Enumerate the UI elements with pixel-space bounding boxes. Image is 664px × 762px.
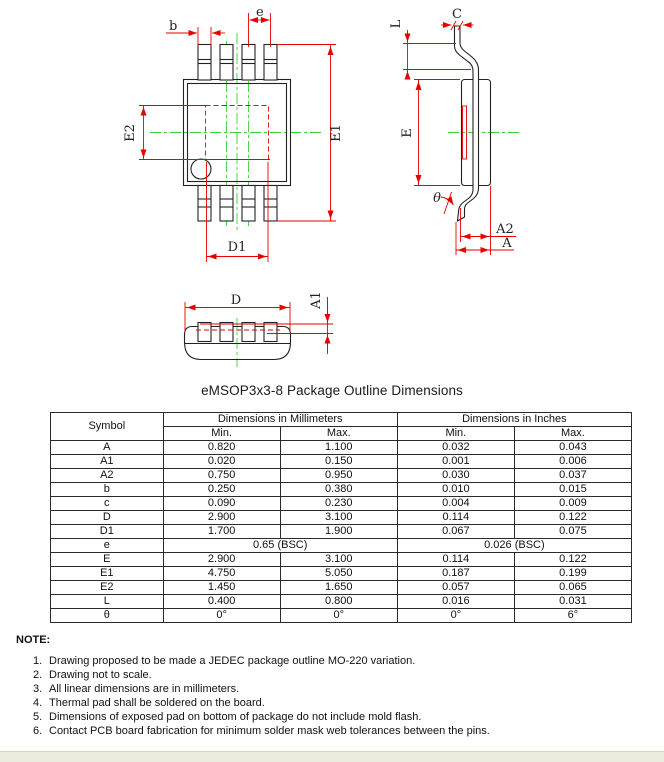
cell-in-min: 0.114: [397, 511, 514, 525]
note-item: [16, 725, 652, 737]
cell-in-min: 0.032: [397, 441, 514, 455]
header-mm-min: Min.: [163, 427, 280, 441]
dim-label-E1: E1: [329, 124, 344, 142]
cell-mm-max: 3.100: [280, 511, 397, 525]
window-bottom-edge: [0, 751, 664, 762]
cell-symbol: c: [51, 497, 164, 511]
cell-symbol: A1: [51, 455, 164, 469]
header-mm-max: Max.: [280, 427, 397, 441]
note-number: 6.: [33, 725, 43, 737]
table-row: [51, 567, 632, 581]
cell-in-bsc: 0.026 (BSC): [397, 539, 631, 553]
cell-mm-min: 0.750: [163, 469, 280, 483]
table-row: [51, 595, 632, 609]
cell-mm-max: 1.900: [280, 525, 397, 539]
cell-mm-max: 3.100: [280, 553, 397, 567]
note-item: [16, 655, 652, 667]
side-view: [389, 7, 522, 255]
cell-mm-min: 2.900: [163, 553, 280, 567]
note-text: Drawing not to scale.: [49, 669, 152, 681]
page-title: eMSOP3x3-8 Package Outline Dimensions: [201, 383, 463, 398]
cell-in-max: 0.015: [514, 483, 631, 497]
note-item: [16, 697, 652, 709]
cell-mm-max: 5.050: [280, 567, 397, 581]
dim-label-e: e: [256, 5, 264, 20]
cell-symbol: E: [51, 553, 164, 567]
dim-label-A: A: [502, 236, 512, 251]
cell-in-min: 0°: [397, 609, 514, 623]
cell-in-max: 0.065: [514, 581, 631, 595]
cell-symbol: E1: [51, 567, 164, 581]
cell-symbol: e: [51, 539, 164, 553]
dim-label-theta: θ: [433, 191, 441, 206]
note-text: Contact PCB board fabrication for minimum solder mask web tolerances between the pins.: [49, 725, 490, 737]
front-pins: [198, 323, 277, 342]
dim-label-A1: A1: [309, 291, 324, 309]
cell-mm-min: 0.820: [163, 441, 280, 455]
note-item: [16, 683, 652, 695]
cell-in-min: 0.001: [397, 455, 514, 469]
cell-in-max: 0.031: [514, 595, 631, 609]
cell-in-max: 0.037: [514, 469, 631, 483]
note-text: Thermal pad shall be soldered on the board.: [49, 697, 265, 709]
cell-mm-min: 0.090: [163, 497, 280, 511]
header-in-min: Min.: [397, 427, 514, 441]
note-number: 4.: [33, 697, 43, 709]
cell-mm-min: 1.450: [163, 581, 280, 595]
note-item: [16, 669, 652, 681]
header-inch-group: Dimensions in Inches: [397, 413, 631, 427]
cell-in-max: 0.043: [514, 441, 631, 455]
cell-mm-max: 0.230: [280, 497, 397, 511]
cell-symbol: A: [51, 441, 164, 455]
note-item: [16, 711, 652, 723]
cell-in-min: 0.067: [397, 525, 514, 539]
table-row: [51, 525, 632, 539]
cell-mm-max: 1.100: [280, 441, 397, 455]
cell-symbol: b: [51, 483, 164, 497]
table-row: [51, 609, 632, 623]
note-text: Dimensions of exposed pad on bottom of package do not include mold flash.: [49, 711, 422, 723]
cell-mm-max: 0.380: [280, 483, 397, 497]
top-pins: [198, 45, 277, 81]
cell-in-max: 0.075: [514, 525, 631, 539]
note-number: 5.: [33, 711, 43, 723]
cell-symbol: E2: [51, 581, 164, 595]
cell-in-max: 0.122: [514, 553, 631, 567]
table-row: [51, 511, 632, 525]
cell-in-min: 0.030: [397, 469, 514, 483]
table-row: [51, 455, 632, 469]
top-view: [123, 5, 344, 262]
cell-in-min: 0.016: [397, 595, 514, 609]
dim-label-L: L: [389, 19, 404, 29]
cell-in-max: 0.009: [514, 497, 631, 511]
cell-in-max: 6°: [514, 609, 631, 623]
table-header-row: [51, 413, 632, 427]
cell-in-max: 0.199: [514, 567, 631, 581]
cell-in-min: 0.010: [397, 483, 514, 497]
cell-mm-min: 4.750: [163, 567, 280, 581]
table-row: [51, 469, 632, 483]
dim-label-C: C: [452, 7, 462, 22]
dim-label-E2: E2: [123, 124, 138, 142]
dim-label-A2: A2: [496, 222, 514, 237]
notes-heading: NOTE:: [16, 634, 51, 646]
note-number: 2.: [33, 669, 43, 681]
cell-symbol: θ: [51, 609, 164, 623]
cell-mm-min: 0°: [163, 609, 280, 623]
front-view: [185, 291, 334, 367]
cell-mm-max: 0.800: [280, 595, 397, 609]
dim-label-b: b: [169, 19, 178, 34]
cell-in-min: 0.114: [397, 553, 514, 567]
cell-mm-bsc: 0.65 (BSC): [163, 539, 397, 553]
pin1-marker: [191, 159, 211, 179]
package-outline-drawing: [0, 0, 664, 380]
cell-in-min: 0.004: [397, 497, 514, 511]
cell-in-max: 0.006: [514, 455, 631, 469]
cell-mm-min: 0.020: [163, 455, 280, 469]
table-row: [51, 497, 632, 511]
notes-section: [16, 634, 652, 739]
cell-in-min: 0.187: [397, 567, 514, 581]
note-text: All linear dimensions are in millimeters.: [49, 683, 240, 695]
note-number: 3.: [33, 683, 43, 695]
cell-mm-min: 0.400: [163, 595, 280, 609]
cell-symbol: L: [51, 595, 164, 609]
note-number: 1.: [33, 655, 43, 667]
cell-mm-min: 1.700: [163, 525, 280, 539]
cell-mm-min: 2.900: [163, 511, 280, 525]
cell-mm-max: 0.950: [280, 469, 397, 483]
table-row: [51, 553, 632, 567]
header-in-max: Max.: [514, 427, 631, 441]
cell-symbol: A2: [51, 469, 164, 483]
table-row-bsc: [51, 539, 632, 553]
dimensions-table: [50, 412, 632, 623]
note-text: Drawing proposed to be made a JEDEC package outline MO-220 variation.: [49, 655, 416, 667]
cell-mm-max: 0°: [280, 609, 397, 623]
header-symbol: Symbol: [51, 413, 164, 441]
header-mm-group: Dimensions in Millimeters: [163, 413, 397, 427]
dim-label-D1: D1: [227, 240, 247, 255]
cell-in-min: 0.057: [397, 581, 514, 595]
cell-mm-min: 0.250: [163, 483, 280, 497]
table-row: [51, 441, 632, 455]
table-row: [51, 483, 632, 497]
cell-symbol: D: [51, 511, 164, 525]
cell-mm-max: 1.650: [280, 581, 397, 595]
bottom-pins: [198, 186, 277, 222]
cell-in-max: 0.122: [514, 511, 631, 525]
table-row: [51, 581, 632, 595]
cell-mm-max: 0.150: [280, 455, 397, 469]
dim-label-D: D: [230, 293, 242, 308]
dim-label-E: E: [400, 128, 415, 138]
cell-symbol: D1: [51, 525, 164, 539]
